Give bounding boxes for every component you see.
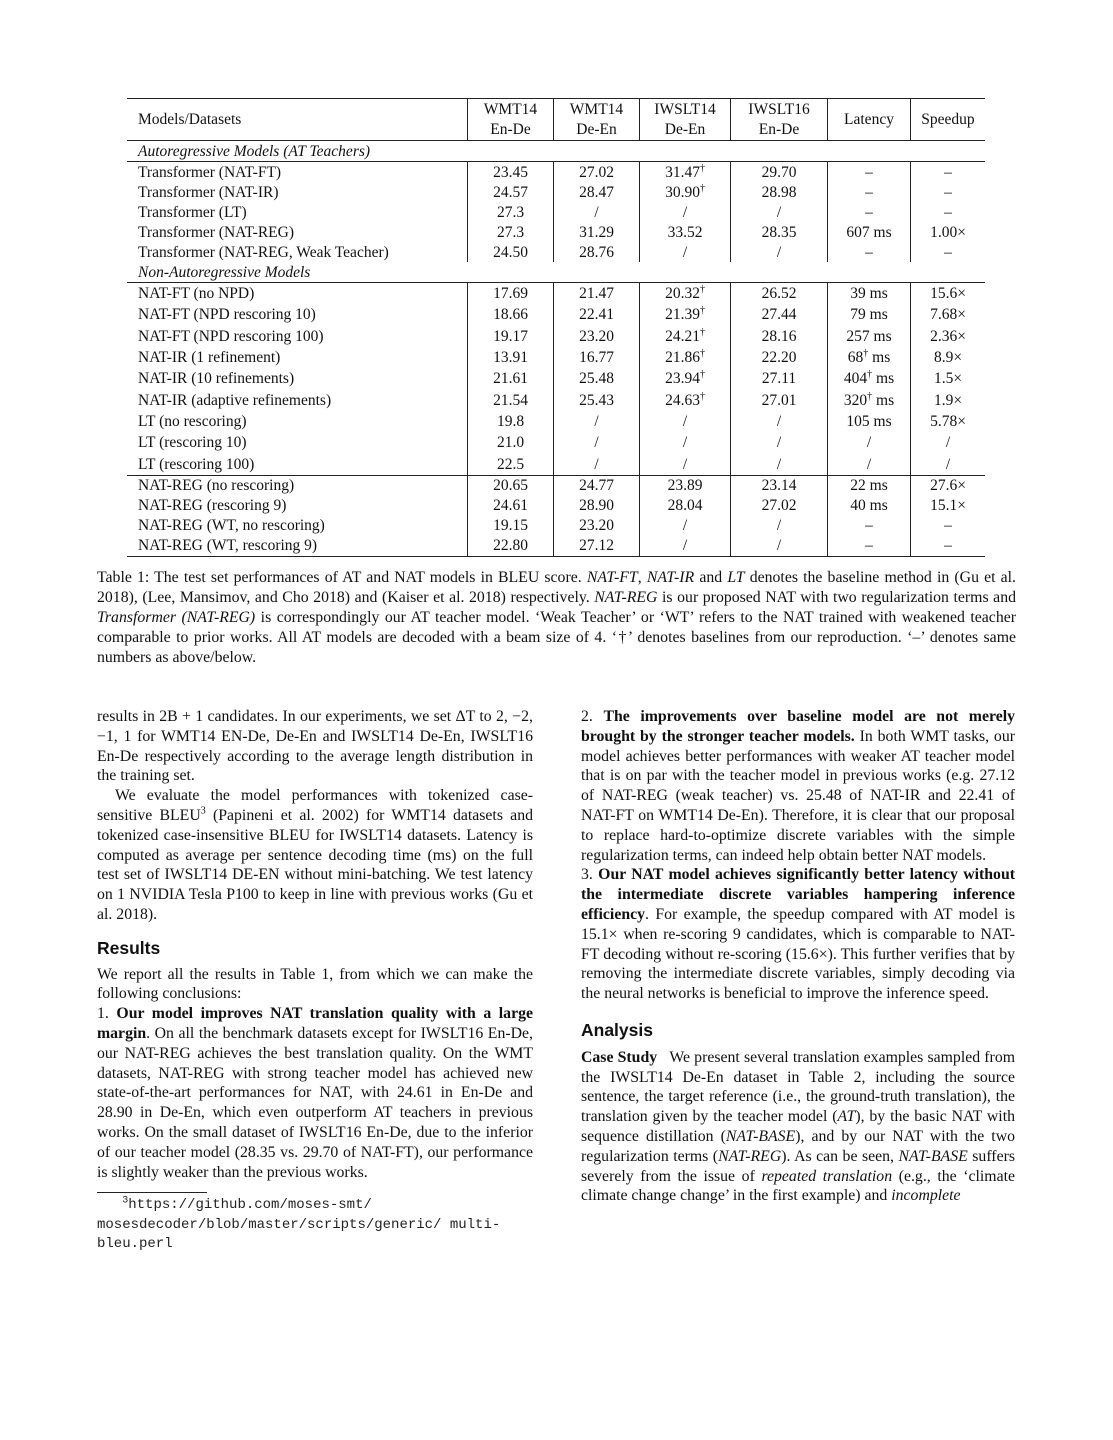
footnote: $^3$https://github.com/moses-smt/ mosesdecoder/blob/master/scripts/generic/ multi-bleu.perl <box>97 1195 501 1253</box>
table-cell: 25.43 <box>554 389 640 410</box>
dagger-mark: † <box>867 390 873 402</box>
table-row <box>127 202 985 222</box>
table-cell: 22.20 <box>731 347 828 368</box>
table-cell: 24.63† <box>640 389 731 410</box>
table-row <box>127 389 985 410</box>
table-cell: 19.17 <box>468 326 554 347</box>
model-name: LT (rescoring 10) <box>138 434 247 452</box>
table-cell: / <box>554 432 640 453</box>
table-cell: / <box>640 411 731 432</box>
table-cell: 79 ms <box>828 304 911 325</box>
dagger-mark: † <box>699 182 705 194</box>
right-column <box>581 707 1019 1206</box>
table-cell: 23.94† <box>640 368 731 389</box>
table-cell: 23.89 <box>640 475 731 496</box>
results-table <box>127 98 985 557</box>
table-cell: 24.61 <box>468 496 554 516</box>
table-cell: 22.41 <box>554 304 640 325</box>
paragraph-results-intro: We report all the results in Table 1, from which we can make the following conclusions: <box>97 965 533 1003</box>
table-cell: 18.66 <box>468 304 554 325</box>
header-wmt14-deen: WMT14 De-En <box>554 99 640 141</box>
table-cell: 28.90 <box>554 496 640 516</box>
table-cell: 23.45 <box>468 162 554 183</box>
table-row <box>127 242 985 262</box>
model-name: Transformer (LT) <box>138 203 247 221</box>
conclusion-3: 3. Our NAT model achieves significantly better latency without the intermediate discrete variables hampering inference efficiency. For example, the speedup compared with AT model is 15.1× when re-scoring 9 candidates, which is comparable to NAT-FT decoding without re-scoring (15.6×). This further verifies that by removing the intermediate discrete variables, simply decoding via the neural networks is beneficial to improve the inference speed. <box>581 866 1015 1003</box>
table-cell: / <box>731 432 828 453</box>
model-name: NAT-IR (adaptive refinements) <box>138 391 332 409</box>
table-cell: 23.20 <box>554 326 640 347</box>
table-cell: – <box>828 162 911 183</box>
table-cell: 28.35 <box>731 222 828 242</box>
table-cell: 16.77 <box>554 347 640 368</box>
table-cell: / <box>640 202 731 222</box>
dagger-mark: † <box>699 347 705 359</box>
table-cell: 320† ms <box>828 389 911 410</box>
table-cell: / <box>554 453 640 475</box>
model-name: Transformer (NAT-REG) <box>138 223 294 241</box>
table-cell: / <box>640 432 731 453</box>
table-row <box>127 411 985 432</box>
table-row <box>127 162 985 183</box>
table-cell: 21.0 <box>468 432 554 453</box>
table-cell: – <box>828 202 911 222</box>
table-cell: 40 ms <box>828 496 911 516</box>
model-name: Transformer (NAT-FT) <box>138 163 282 181</box>
table-row <box>127 182 985 202</box>
table-cell: 1.00× <box>911 222 986 242</box>
table-cell: 27.3 <box>468 202 554 222</box>
paragraph-delta-t: results in 2B + 1 candidates. In our experiments, we set ΔT to 2, −2, −1, 1 for WMT14 EN-De, De-En and IWSLT14 De-En, IWSLT16 En-De respectively according to the average length distribution in the training set. <box>97 708 533 785</box>
table-cell: / <box>554 202 640 222</box>
table-cell: / <box>911 453 986 475</box>
table-row <box>127 496 985 516</box>
table-cell: 17.69 <box>468 283 554 305</box>
model-name: NAT-REG (no rescoring) <box>127 475 468 496</box>
table-cell: 28.76 <box>554 242 640 262</box>
table-row <box>127 304 985 325</box>
table-cell: – <box>911 202 986 222</box>
table-cell: 28.98 <box>731 182 828 202</box>
conclusion-1: 1. Our model improves NAT translation quality with a large margin. On all the benchmark datasets except for IWSLT16 En-De, our NAT-REG achieves the best translation quality. On the WMT datasets, NAT-REG with strong teacher model has achieved new state-of-the-art performances for NAT, with 24.61 in En-De and 28.90 in De-En, which even outperform AT teachers in previous works. On the small dataset of IWSLT16 En-De, due to the inferior of our teacher model (28.35 vs. 29.70 of NAT-FT), our performance is slightly weaker than the previous works. <box>97 1005 534 1181</box>
table-cell: / <box>731 242 828 262</box>
header-iwslt16-ende: IWSLT16 En-De <box>731 99 828 141</box>
table-cell: 19.15 <box>468 516 554 536</box>
table-cell: / <box>731 411 828 432</box>
table-cell: / <box>640 453 731 475</box>
table-cell: 13.91 <box>468 347 554 368</box>
table-cell: / <box>731 202 828 222</box>
table-cell: 1.5× <box>911 368 986 389</box>
table-cell: 22.80 <box>468 536 554 557</box>
table-cell: – <box>828 182 911 202</box>
table-cell: 39 ms <box>828 283 911 305</box>
model-name: NAT-FT (NPD rescoring 10) <box>138 306 316 324</box>
section-title: Autoregressive Models (AT Teachers) <box>127 141 985 162</box>
table-cell: / <box>640 516 731 536</box>
table-cell: 257 ms <box>828 326 911 347</box>
table-cell: 28.16 <box>731 326 828 347</box>
table-cell: 8.9× <box>911 347 986 368</box>
model-name: NAT-FT (NPD rescoring 100) <box>138 327 324 345</box>
table-cell: / <box>731 536 828 557</box>
table-row <box>127 326 985 347</box>
table-cell: – <box>828 242 911 262</box>
table-cell: / <box>828 432 911 453</box>
table-cell: 7.68× <box>911 304 986 325</box>
header-wmt14-ende: WMT14 En-De <box>468 99 554 141</box>
table-cell: – <box>911 162 986 183</box>
table-cell: – <box>911 182 986 202</box>
table-cell: 31.47† <box>640 162 731 183</box>
model-name: Transformer (NAT-REG, Weak Teacher) <box>138 243 389 261</box>
model-name: Transformer (NAT-IR) <box>138 183 279 201</box>
table-cell: / <box>731 516 828 536</box>
table-cell: 27.12 <box>554 536 640 557</box>
table-cell: 21.39† <box>640 304 731 325</box>
table-cell: 27.11 <box>731 368 828 389</box>
section-heading-results: Results <box>97 937 161 958</box>
table-cell: 27.01 <box>731 389 828 410</box>
table-cell: 19.8 <box>468 411 554 432</box>
table-cell: 20.32† <box>640 283 731 305</box>
table-cell: 27.44 <box>731 304 828 325</box>
section-row <box>127 141 985 162</box>
table-body <box>127 141 985 557</box>
table-cell: / <box>911 432 986 453</box>
conclusion-2: 2. The improvements over baseline model are not merely brought by the stronger teacher models. In both WMT tasks, our model achieves better performances with weaker AT teacher model that is on par with the teacher model in previous works (e.g. 27.12 of NAT-REG (weak teacher) vs. 25.48 of NAT-IR and 22.41 of NAT-FT on WMT14 De-En). Therefore, it is clear that our proposal to replace hard-to-optimize discrete variables with the simple regularization terms, can indeed help obtain better NAT models. <box>581 708 1016 864</box>
header-iwslt14-deen: IWSLT14 De-En <box>640 99 731 141</box>
model-name: NAT-FT (no NPD) <box>138 285 255 303</box>
table-cell: – <box>911 516 986 536</box>
table-cell: / <box>554 411 640 432</box>
footnote-url[interactable]: https://github.com/moses-smt/ mosesdecoder/blob/master/scripts/generic/ multi-bleu.perl <box>97 1197 501 1253</box>
table-cell: 21.47 <box>554 283 640 305</box>
table-cell: 24.77 <box>554 475 640 496</box>
footnote-rule <box>97 1192 207 1193</box>
table-cell: 2.36× <box>911 326 986 347</box>
table-caption: Table 1: The test set performances of AT and NAT models in BLEU score. NAT-FT, NAT-IR and LT denotes the baseline method in (Gu et al. 2018), (Lee, Mansimov, and Cho 2018) and (Kaiser et al. 2018) respectively. NAT-REG is our proposed NAT with two regularization terms and Transformer (NAT-REG) is correspondingly our AT teacher model. ‘Weak Teacher’ or ‘WT’ refers to the NAT trained with weakened teacher comparable to prior works. All AT models are decoded with a beam size of 4. ‘†’ denotes baselines from our reproduction. ‘–’ denotes same numbers as above/below. <box>97 569 1016 666</box>
dagger-mark: † <box>699 326 705 338</box>
table-cell: / <box>640 242 731 262</box>
table-row <box>127 516 985 536</box>
table-cell: 22 ms <box>828 475 911 496</box>
table-cell: / <box>828 453 911 475</box>
table-cell: – <box>911 536 986 557</box>
table-cell: 21.61 <box>468 368 554 389</box>
table-cell: 33.52 <box>640 222 731 242</box>
table-cell: 22.5 <box>468 453 554 475</box>
table-cell: 1.9× <box>911 389 986 410</box>
section-row <box>127 262 985 283</box>
table-cell: 27.3 <box>468 222 554 242</box>
table-row <box>127 432 985 453</box>
dagger-mark: † <box>699 369 705 381</box>
table-cell: 27.02 <box>731 496 828 516</box>
table-header-row <box>127 99 985 141</box>
table-cell: 26.52 <box>731 283 828 305</box>
table-cell: 28.47 <box>554 182 640 202</box>
table-cell: 15.6× <box>911 283 986 305</box>
model-name: NAT-REG (WT, no rescoring) <box>138 517 325 535</box>
table-cell: 404† ms <box>828 368 911 389</box>
table-cell: – <box>828 516 911 536</box>
table-cell: 23.14 <box>731 475 828 496</box>
table-cell: 27.6× <box>911 475 986 496</box>
table-row <box>127 283 985 305</box>
table-cell: – <box>828 536 911 557</box>
footnote-ref: 3 <box>200 805 206 817</box>
model-name: NAT-IR (10 refinements) <box>138 370 295 388</box>
table-row <box>127 368 985 389</box>
table-cell: 24.21† <box>640 326 731 347</box>
table-cell: 24.50 <box>468 242 554 262</box>
table-cell: – <box>911 242 986 262</box>
table-cell: 27.02 <box>554 162 640 183</box>
paragraph-evaluation: We evaluate the model performances with tokenized case-sensitive BLEU$^3$ (Papineni et al. 2002) for WMT14 datasets and tokenized case-insensitive BLEU for IWSLT14 datasets. Latency is computed as average per sentence decoding time (ms) on the full test set of IWSLT14 DE-EN without mini-batching. We test latency on 1 NVIDIA Tesla P100 to keep in line with previous works (Gu et al. 2018). <box>97 787 533 923</box>
table-cell: / <box>731 453 828 475</box>
model-name: NAT-REG (rescoring 9) <box>138 497 287 515</box>
table-cell: 28.04 <box>640 496 731 516</box>
header-speedup: Speedup <box>911 99 986 141</box>
model-name: LT (rescoring 100) <box>138 455 255 473</box>
table-row <box>127 536 985 557</box>
table-row <box>127 475 985 496</box>
dagger-mark: † <box>699 283 705 295</box>
section-title: Non-Autoregressive Models <box>127 262 985 283</box>
model-name: NAT-IR (1 refinement) <box>138 349 281 367</box>
dagger-mark: † <box>699 162 705 174</box>
left-column <box>97 707 533 1255</box>
table-cell: 23.20 <box>554 516 640 536</box>
table-cell: 5.78× <box>911 411 986 432</box>
table-row <box>127 347 985 368</box>
table-cell: 24.57 <box>468 182 554 202</box>
table-cell: 30.90† <box>640 182 731 202</box>
dagger-mark: † <box>867 369 873 381</box>
paragraph-case-study: Case Study We present several translation examples sampled from the IWSLT14 De-En dataset in Table 2, including the source sentence, the target reference (i.e., the ground-truth translation), the translation given by the teacher model (AT), by the basic NAT with sequence distillation (NAT-BASE), and by our NAT with the two regularization terms (NAT-REG). As can be seen, NAT-BASE suffers severely from the issue of repeated translation (e.g., the ‘climate climate change change’ in the first example) and incomplete <box>581 1048 1019 1205</box>
dagger-mark: † <box>863 347 869 359</box>
table-cell: 31.29 <box>554 222 640 242</box>
header-latency: Latency <box>828 99 911 141</box>
table-cell: 68† ms <box>828 347 911 368</box>
table-cell: 105 ms <box>828 411 911 432</box>
table-cell: 607 ms <box>828 222 911 242</box>
header-models: Models/Datasets <box>127 99 468 141</box>
table-cell: 29.70 <box>731 162 828 183</box>
table-cell: 15.1× <box>911 496 986 516</box>
table-cell: 21.54 <box>468 389 554 410</box>
table-cell: / <box>640 536 731 557</box>
table-row <box>127 222 985 242</box>
section-heading-analysis: Analysis <box>581 1019 653 1040</box>
table-row <box>127 453 985 475</box>
dagger-mark: † <box>699 305 705 317</box>
dagger-mark: † <box>699 390 705 402</box>
table-cell: 21.86† <box>640 347 731 368</box>
model-name: LT (no rescoring) <box>138 412 247 430</box>
table-cell: 20.65 <box>468 475 554 496</box>
model-name: NAT-REG (WT, rescoring 9) <box>127 536 468 557</box>
table-cell: 25.48 <box>554 368 640 389</box>
